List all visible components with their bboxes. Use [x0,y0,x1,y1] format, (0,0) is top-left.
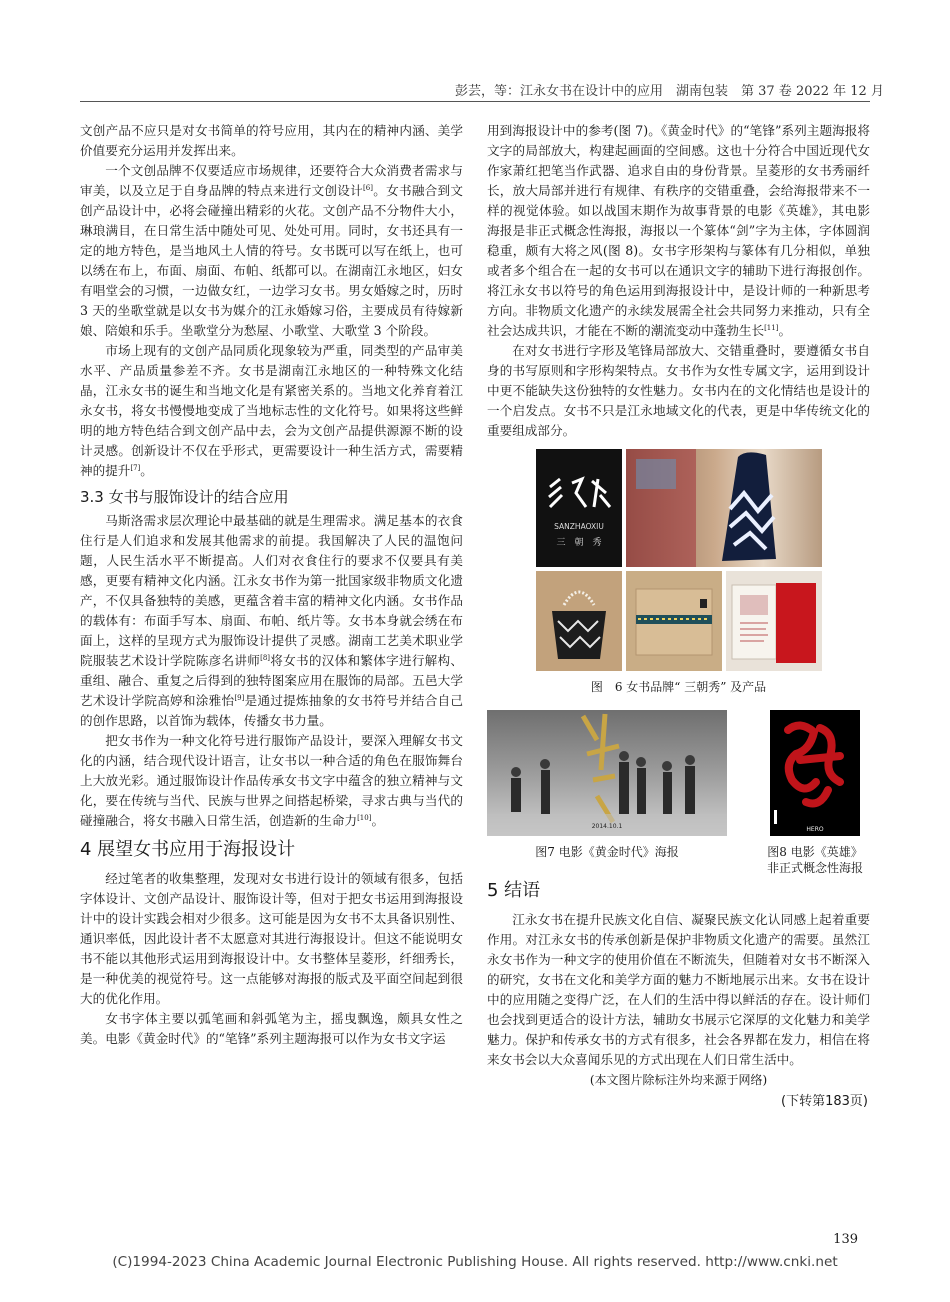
product-purse-photo [536,571,622,671]
paragraph: 文创产品不应只是对女书简单的符号应用，其内在的精神内涵、美学价值要充分运用并发挥出来。 [80,123,463,158]
poster-release-date: 2014.10.1 [591,823,623,830]
paragraph: 女书字体主要以弧笔画和斜弧笔为主，摇曳飘逸，颇具女性之美。电影《黄金时代》的“笔锋”系列主题海报可以作为女书文字运 [80,1011,463,1046]
paragraph: 马斯洛需求层次理论中最基础的就是生理需求。满足基本的衣食住行是人们追求和发展其他需求的前提。我国解决了人民的温饱问题，人民生活水平不断提高。人们对衣食住行的要求不仅要具有美感，更要有精神文化内涵。江永女书作为第一批国家级非物质文化遗产，不仅具备独特的美感，更蕴含着丰富的精神文化内涵。女书作品的载体有：布面手写本、扇面、布帕、纸片等。女书本身就会绣在布面上，这样的呈现方式为服饰设计提供了灵感。湖南工艺美术职业学院服装艺术设计学院陈彦名讲师[8]将女书的汉体和繁体字进行解构、重组、融合、重复之后得到的独特图案应用在服饰的局部。五邑大学艺术设计学院高婷和涂雅怡[9]是通过提炼抽象的女书符号并结合自己的创作思路，以首饰为载体，传播女书力量。 [80,513,464,728]
figure-7-caption: 图7 电影《黄金时代》海报 [535,845,679,859]
figure-6-grid [536,449,822,671]
figure-7 [487,710,727,876]
product-bag-photo-1 [626,449,822,567]
product-box-photo [626,571,722,671]
hero-poster-title: HERO [806,826,824,833]
paragraph: 在对女书进行字形及笔锋局部放大、交错重叠时，要遵循女书自身的书写原则和字形构架特点。女书作为女性专属文字，运用到设计中更不能缺失这份独特的女性魅力。女书内在的文化情结也是设计的一个启发点。女书不只是江永地域文化的代表，更是中华传统文化的重要组成部分。 [487,343,870,438]
hero-poster [770,710,860,836]
golden-era-poster [487,710,727,836]
paragraph: 一个文创品牌不仅要适应市场规律，还要符合大众消费者需求与审美，以及立足于自身品牌的特点来进行文创设计[6]。女书融合到文创产品设计中，必将会碰撞出精彩的火花。文创产品不分物件大小，琳琅满目，在日常生活中随处可见、处处可用。同时，女书还具有一定的地方特色，是当地风土人情的符号。女书既可以写在纸上，也可以绣在布上，布面、扇面、布帕、纸都可以。在湖南江永地区，妇女有唱堂会的习惯，一边做女红，一边学习女书。男女婚嫁之时，历时 3 天的坐歌堂就是以女书为媒介的江永婚嫁习俗，主要成员有待嫁新娘、陪娘和乐手。坐歌堂分为愁屋、小歌堂、大歌堂 3 个阶段。 [80,163,464,338]
continued-note: (下转第183页) [781,1094,868,1109]
citation-ref[interactable]: [7] [130,464,141,472]
section-heading: 4 展望女书应用于海报设计 [80,839,296,860]
right-column [487,121,870,1112]
citation-ref[interactable]: [6] [363,184,373,192]
product-book-photo [726,571,822,671]
figures-7-8 [487,710,870,876]
figure-8-caption: 图8 电影《英雄》 非正式概念性海报 [766,845,863,875]
figure-8 [760,710,870,876]
citation-ref[interactable]: [10] [357,814,372,822]
figure-6-caption: 图 6 女书品牌“ 三朝秀” 及产品 [590,680,767,694]
header-rule [80,101,870,102]
citation-ref[interactable]: [8] [260,654,271,662]
left-column [80,121,463,1049]
paragraph: 市场上现有的文创产品同质化现象较为严重，同类型的产品审美水平、产品质量参差不齐。女书是湖南江永地区的一种特殊文化结晶，江永女书的诞生和当地文化是有紧密关系的。当地文化养育着江永女书，将女书慢慢地变成了当地标志性的文化符号。如果将这些鲜明的地方特色结合到文创产品中去，会为文创产品提供源源不断的设计灵感。创新设计不仅在乎形式，更需要设计一种生活方式，需要精神的提升[7]。 [80,343,463,478]
paragraph: 把女书作为一种文化符号进行服饰产品设计，要深入理解女书文化的内涵，结合现代设计语言，让女书以一种合适的角色在服饰舞台上大放光彩。通过服饰设计作品传承女书文字中蕴含的独立精神与文化，要在传统与当代、民族与世界之间搭起桥梁，寻求古典与当代的碰撞融合，将女书融入日常生活，创造新的生命力[10]。 [80,733,463,828]
subsection-heading: 3.3 女书与服饰设计的结合应用 [80,488,289,506]
section-heading: 5 结语 [487,880,541,901]
paragraph: 经过笔者的收集整理，发现对女书进行设计的领域有很多，包括字体设计、文创产品设计、服饰设计等，但对于把女书运用到海报设计中的设计实践会相对少很多。这可能是因为女书不太具备识别性、通识率低，因此设计者不太愿意对其进行海报设计。但这不能说明女书不能以其他形式运用到海报设计中。女书整体呈菱形，纤细秀长，是一种优美的视觉符号。这一点能够对海报的版式及平面空间起到很大的优化作用。 [80,871,463,1006]
brand-logo-image [536,449,622,567]
paragraph: 江永女书在提升民族文化自信、凝聚民族文化认同感上起着重要作用。对江永女书的传承创新是保护非物质文化遗产的需要。虽然江永女书作为一种文字的使用价值在不断流失，但随着对女书不断深入的研究，女书在文化和美学方面的魅力不断地展示出来。女书在设计中的应用随之变得广泛，在人们的生活中得以鲜活的存在。设计师们也会找到更适合的设计方法，辅助女书展示它深厚的文化魅力和美学魅力。保护和传承女书的方式有很多，社会各界都在发力，相信在将来女书会以大众喜闻乐见的方式出现在人们日常生活中。 [487,912,870,1067]
citation-ref[interactable]: [11] [764,324,779,332]
running-header: 彭芸，等：江永女书在设计中的应用 湖南包装 第 37 卷 2022 年 12 月 [455,84,884,99]
copyright-footer: (C)1994-2023 China Academic Journal Electronic Publishing House. All rights reserved. http://www.cnki.net [112,1254,838,1270]
citation-ref[interactable]: [9] [234,694,245,702]
paragraph: 用到海报设计中的参考(图 7)。《黄金时代》的“笔锋”系列主题海报将文字的局部放大，构建起画面的空间感。这也十分符合中国近现代女作家萧红把笔当作武器、追求自由的身份背景。呈菱形的女书秀丽纤长，放大局部并进行有规律、有秩序的交错重叠，会给海报带来不一样的视觉体验。如以战国末期作为故事背景的电影《英雄》，其电影海报是非正式概念性海报，海报以一个篆体“剑”字为主体，字体圆润稳重，颇有大将之风(图 8)。女书字形架构与篆体有几分相似，单独或者多个组合在一起的女书可以在通识文字的辅助下进行海报创作。将江永女书以符号的角色运用到海报设计中，是设计师的一种新思考方向。非物质文化遗产的永续发展需全社会共同努力来推动，只有全社会达成共识，才能在不断的潮流变动中蓬勃生长[11]。 [487,123,870,338]
page-number: 139 [833,1232,858,1247]
brand-chinese-name: 三 朝 秀 [555,538,602,548]
image-source-note: (本文图片除标注外均来源于网络) [589,1073,768,1087]
figure-6 [487,449,870,696]
brand-latin-name: SANZHAOXIU [553,522,604,531]
